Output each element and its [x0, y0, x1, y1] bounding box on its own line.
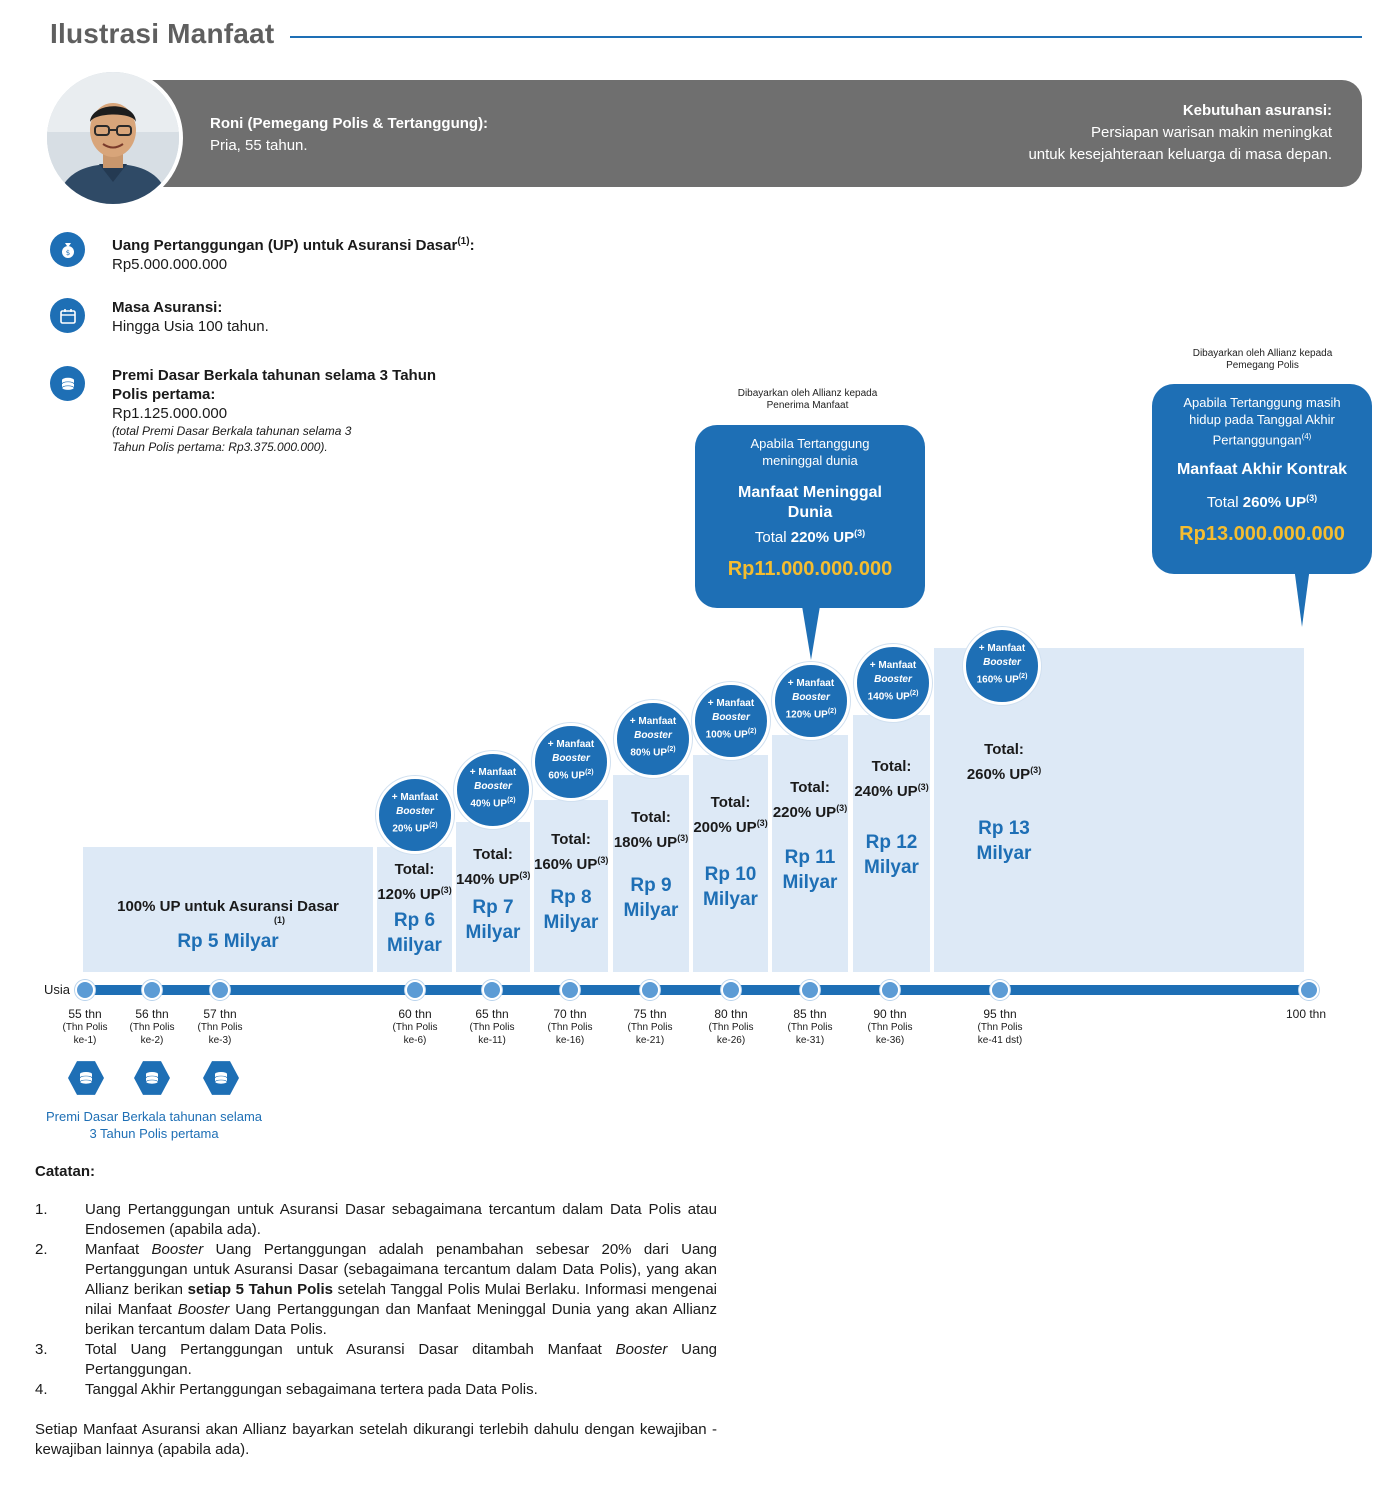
step-total-sup: (3)	[756, 818, 768, 828]
step-total-value: 200% UP	[693, 819, 757, 836]
booster-bubble	[963, 627, 1041, 705]
maturity-total-sup: (3)	[1306, 493, 1318, 504]
policy-year-label: (Thn Polis	[469, 1022, 515, 1033]
note-item	[35, 1380, 717, 1400]
step-total-label: Total:	[473, 846, 513, 863]
step-total	[613, 808, 689, 853]
step-amount-line-2: Milyar	[465, 922, 521, 943]
step-total-value: 260% UP	[966, 766, 1031, 783]
booster-bubble	[772, 662, 850, 740]
step-amount-line-2: Milyar	[623, 900, 679, 921]
note-text: setelah Tanggal Polis Mulai Berlaku. Informasi mengenai nilai Manfaat	[85, 1281, 718, 1318]
step-total-sup: (3)	[1030, 765, 1042, 775]
booster-bubble	[454, 751, 532, 829]
step-total-sup: (3)	[519, 870, 531, 880]
step-total-pct	[377, 880, 452, 905]
timeline-dot	[405, 980, 425, 1000]
maturity-condition-sup: (4)	[1301, 432, 1312, 441]
step-total-pct	[693, 813, 768, 838]
maturity-payee-line-1: Dibayarkan oleh Allianz kepada	[1192, 348, 1333, 359]
age-value: 90 thn	[873, 1007, 907, 1021]
step-total-label: Total:	[394, 861, 435, 878]
booster-label: + Manfaat	[707, 698, 755, 709]
policy-year-value: ke-16)	[555, 1035, 585, 1046]
booster-pct-value: 80% UP	[630, 747, 668, 759]
base-text-line: 100% UP untuk Asuransi Dasar	[117, 898, 339, 915]
death-condition-2: meninggal dunia	[762, 453, 858, 468]
age-label	[610, 1008, 690, 1047]
info-value-3: Rp1.125.000.000	[112, 405, 228, 422]
maturity-total-pct: 260% UP	[1242, 494, 1307, 512]
note-italic: Booster	[615, 1341, 668, 1358]
booster-bubble	[692, 682, 770, 760]
step-amount-line-2: Milyar	[703, 889, 758, 910]
death-total-pct: 220% UP	[790, 529, 855, 546]
timeline-dot	[210, 980, 230, 1000]
step-amount-line-2: Milyar	[782, 872, 838, 893]
need-line-2: untuk kesejahteraan keluarga di masa depan.	[1028, 146, 1332, 163]
booster-pct	[775, 705, 847, 722]
booster-bubble	[614, 700, 692, 778]
step-total-value: 240% UP	[854, 783, 918, 800]
step-total	[693, 793, 768, 838]
step-amount-line-1: Rp 8	[550, 887, 592, 908]
step-amount	[934, 816, 1074, 866]
maturity-total-prefix: Total	[1206, 494, 1243, 512]
policy-year-label: (Thn Polis	[867, 1022, 913, 1033]
timeline-dot	[560, 980, 580, 1000]
step-total-value: 140% UP	[456, 871, 520, 888]
policy-year-value: ke-21)	[635, 1035, 665, 1046]
step-amount	[693, 862, 768, 912]
timeline-dot	[482, 980, 502, 1000]
step-total-pct	[534, 850, 608, 875]
note-item	[35, 1200, 717, 1240]
premium-coin-icon	[203, 1060, 239, 1096]
policy-year-label: (Thn Polis	[547, 1022, 593, 1033]
premium-caption	[30, 1108, 278, 1142]
need-label: Kebutuhan asuransi:	[1182, 102, 1332, 119]
step-total-label: Total:	[631, 809, 671, 826]
step-amount	[534, 885, 608, 935]
maturity-payee-note	[1175, 348, 1350, 372]
maturity-benefit-callout	[1152, 384, 1372, 574]
info-label-2: Masa Asuransi:	[112, 299, 223, 316]
booster-pct-sup: (2)	[909, 690, 919, 697]
age-label	[691, 1008, 771, 1047]
step-amount	[377, 908, 452, 958]
age-value: 65 thn	[475, 1007, 509, 1021]
step-amount-line-1: Rp 13	[978, 818, 1030, 839]
timeline-dot	[880, 980, 900, 1000]
death-total-sup: (3)	[854, 528, 866, 538]
step-amount-line-2: Milyar	[387, 935, 442, 956]
maturity-condition-1: Apabila Tertanggung masih	[1183, 395, 1341, 410]
svg-text:$: $	[65, 248, 70, 257]
death-total-prefix: Total	[754, 529, 791, 546]
note-text: Tanggal Akhir Pertanggungan sebagaimana tertera pada Data Polis.	[85, 1381, 538, 1398]
step-total-pct	[934, 760, 1074, 785]
age-value: 100 thn	[1285, 1007, 1327, 1021]
age-value: 75 thn	[633, 1007, 667, 1021]
booster-label: + Manfaat	[978, 643, 1026, 654]
need-line-1: Persiapan warisan makin meningkat	[1091, 124, 1332, 141]
death-payee-note	[720, 388, 895, 412]
death-benefit-callout	[695, 425, 925, 608]
note-item	[35, 1240, 717, 1340]
death-heading-1: Manfaat Meninggal	[737, 484, 882, 501]
step-total-pct	[772, 798, 848, 823]
age-label	[850, 1008, 930, 1047]
death-payee-line-1: Dibayarkan oleh Allianz kepada	[737, 388, 878, 399]
holder-name: Roni (Pemegang Polis & Tertanggung):	[210, 115, 489, 132]
step-total-label: Total:	[790, 779, 830, 796]
base-block	[83, 847, 373, 972]
timeline-dot	[75, 980, 95, 1000]
timeline-dot	[142, 980, 162, 1000]
booster-word: Booster	[634, 730, 672, 741]
base-amount: Rp 5 Milyar	[177, 931, 279, 952]
booster-label: + Manfaat	[391, 792, 439, 803]
age-value: 95 thn	[983, 1007, 1017, 1021]
booster-label: + Manfaat	[547, 739, 595, 750]
base-text-sup: (1)	[274, 915, 285, 925]
age-value: 55 thn	[68, 1007, 102, 1021]
info-value-2: Hingga Usia 100 tahun.	[112, 318, 269, 335]
booster-pct-value: 160% UP	[976, 674, 1019, 686]
policy-year-value: ke-31)	[795, 1035, 825, 1046]
step-amount-line-1: Rp 9	[630, 875, 672, 896]
timeline-dot	[1299, 980, 1319, 1000]
note-italic: Booster	[177, 1301, 230, 1318]
death-heading-2: Dunia	[787, 504, 833, 521]
age-label	[180, 1008, 260, 1047]
note-text: Total Uang Pertanggungan untuk Asuransi Dasar ditambah Manfaat	[85, 1341, 616, 1358]
timeline-label: Usia	[44, 982, 71, 997]
maturity-condition-3	[1152, 428, 1372, 448]
step-amount-line-2: Milyar	[864, 857, 919, 878]
step-amount-line-1: Rp 11	[784, 847, 836, 868]
step-total-sup: (3)	[917, 782, 929, 792]
info-suffix-1: :	[469, 237, 475, 254]
holder-detail: Pria, 55 tahun.	[210, 137, 308, 154]
note-text: Uang Pertanggungan adalah penambahan sebesar 20% dari Uang Pertanggungan untuk Asuransi Dasar (sebagaimana tercantum dalam Data Polis), yang akan Allianz berikan	[85, 1241, 717, 1298]
timeline-dot	[990, 980, 1010, 1000]
policy-year-label: (Thn Polis	[787, 1022, 833, 1033]
info-label-3: Premi Dasar Berkala tahunan selama 3 Tahun Polis pertama:	[112, 367, 437, 403]
base-text	[83, 897, 373, 916]
money-bag-icon	[50, 232, 85, 267]
step-amount	[772, 845, 848, 895]
timeline-dot	[640, 980, 660, 1000]
step-total-pct	[456, 865, 530, 890]
policy-year-value: ke-26)	[716, 1035, 746, 1046]
note-text: Uang Pertanggungan.	[85, 1341, 717, 1378]
booster-pct-value: 140% UP	[867, 691, 910, 703]
maturity-condition-2: hidup pada Tanggal Akhir	[1189, 412, 1335, 427]
step-total-sup: (3)	[677, 833, 689, 843]
booster-label: + Manfaat	[629, 716, 677, 727]
age-label	[1266, 1008, 1346, 1021]
title-divider	[290, 36, 1362, 38]
age-value: 70 thn	[553, 1007, 587, 1021]
step-total-label: Total:	[984, 741, 1024, 758]
info-note-3: (total Premi Dasar Berkala tahunan selama 3 Tahun Polis pertama: Rp3.375.000.000).	[112, 424, 352, 454]
step-total	[934, 740, 1074, 785]
policy-year-label: (Thn Polis	[977, 1022, 1023, 1033]
policy-year-label: (Thn Polis	[129, 1022, 175, 1033]
age-label	[960, 1008, 1040, 1047]
booster-pct-value: 20% UP	[392, 823, 430, 835]
note-number: 1.	[35, 1201, 48, 1218]
portrait-image	[47, 72, 179, 204]
booster-label: + Manfaat	[869, 660, 917, 671]
booster-bubble	[532, 723, 610, 801]
booster-word: Booster	[983, 657, 1021, 668]
step-amount-line-1: Rp 7	[472, 897, 514, 918]
booster-pct	[695, 725, 767, 742]
step-total-value: 160% UP	[534, 856, 598, 873]
death-total	[695, 523, 925, 548]
step-total-value: 180% UP	[613, 834, 678, 851]
step-total-label: Total:	[710, 794, 751, 811]
booster-pct	[966, 670, 1038, 687]
death-amount: Rp11.000.000.000	[727, 558, 893, 580]
booster-word: Booster	[792, 692, 830, 703]
death-callout-pointer	[800, 606, 822, 660]
step-total	[534, 830, 608, 875]
policy-year-label: (Thn Polis	[627, 1022, 673, 1033]
age-value: 80 thn	[714, 1007, 748, 1021]
policy-year-label: (Thn Polis	[62, 1022, 108, 1033]
insurance-need	[1028, 100, 1332, 166]
booster-pct	[535, 766, 607, 783]
timeline-dot	[800, 980, 820, 1000]
step-amount	[456, 895, 530, 945]
policy-year-value: ke-3)	[208, 1035, 232, 1046]
death-payee-line-2: Penerima Manfaat	[766, 400, 849, 411]
maturity-heading: Manfaat Akhir Kontrak	[1176, 461, 1348, 479]
policy-year-value: ke-11)	[478, 1035, 506, 1046]
death-condition-1: Apabila Tertanggung	[750, 436, 870, 451]
age-label	[530, 1008, 610, 1047]
premium-caption-line-1: Premi Dasar Berkala tahunan selama	[45, 1109, 263, 1124]
note-number: 3.	[35, 1341, 48, 1358]
step-total-sup: (3)	[440, 885, 452, 895]
booster-word: Booster	[396, 806, 434, 817]
step-total-sup: (3)	[836, 803, 848, 813]
booster-bubble	[854, 644, 932, 722]
policy-year-label: (Thn Polis	[708, 1022, 754, 1033]
booster-pct-sup: (2)	[827, 708, 837, 715]
note-text: Uang Pertanggungan untuk Asuransi Dasar sebagaimana tercantum dalam Data Polis atau Endosemen (apabila ada).	[85, 1201, 717, 1238]
policy-year-value: ke-36)	[875, 1035, 905, 1046]
profile-bar	[120, 80, 1362, 187]
policy-year-value: ke-2)	[140, 1035, 164, 1046]
step-total	[377, 860, 452, 905]
step-total-value: 120% UP	[377, 886, 441, 903]
premium-caption-line-2: 3 Tahun Polis pertama	[89, 1126, 219, 1141]
maturity-condition-3-text: Pertanggungan	[1212, 432, 1302, 448]
age-value: 57 thn	[203, 1007, 237, 1021]
note-bold: setiap 5 Tahun Polis	[187, 1281, 333, 1298]
step-total-sup: (3)	[597, 855, 609, 865]
age-value: 56 thn	[135, 1007, 169, 1021]
booster-pct	[379, 819, 451, 836]
booster-pct-sup: (2)	[429, 822, 438, 829]
info-value-1: Rp5.000.000.000	[112, 256, 228, 273]
age-value: 85 thn	[793, 1007, 827, 1021]
policy-year-value: ke-6)	[403, 1035, 427, 1046]
booster-pct-value: 40% UP	[470, 798, 508, 810]
booster-pct-sup: (2)	[1018, 673, 1028, 680]
notes-title: Catatan:	[35, 1163, 96, 1180]
info-label-1: Uang Pertanggungan (UP) untuk Asuransi Dasar	[112, 237, 458, 254]
booster-word: Booster	[712, 712, 750, 723]
note-text: Manfaat	[85, 1241, 152, 1258]
step-amount	[853, 830, 930, 880]
step-amount-line-2: Milyar	[543, 912, 599, 933]
info-sup-1: (1)	[457, 236, 470, 247]
premium-coin-icon	[134, 1060, 170, 1096]
timeline-bar	[85, 985, 1310, 995]
policy-year-value: ke-1)	[73, 1035, 97, 1046]
premium-coin-icon	[68, 1060, 104, 1096]
booster-pct-sup: (2)	[747, 728, 757, 735]
booster-pct	[857, 687, 929, 704]
step-amount-line-2: Milyar	[976, 843, 1032, 864]
timeline-dot	[721, 980, 741, 1000]
age-value: 60 thn	[398, 1007, 432, 1021]
coins-icon	[50, 366, 85, 401]
booster-label: + Manfaat	[787, 678, 835, 689]
booster-pct	[617, 743, 689, 760]
booster-pct-value: 100% UP	[705, 729, 748, 741]
maturity-total	[1152, 488, 1372, 513]
note-number: 2.	[35, 1241, 48, 1258]
profile-holder	[210, 113, 488, 157]
note-text: Uang Pertanggungan dan Manfaat Meninggal Dunia yang akan Allianz berikan tercantum dalam Data Polis.	[85, 1301, 717, 1338]
notes-list	[35, 1200, 717, 1400]
step-total-pct	[853, 777, 930, 802]
booster-pct-sup: (2)	[507, 797, 516, 804]
step-total	[772, 778, 848, 823]
maturity-callout-pointer	[1292, 567, 1312, 627]
policy-year-value: ke-41 dst)	[977, 1035, 1023, 1046]
step-amount-line-1: Rp 10	[704, 864, 757, 885]
booster-pct-value: 120% UP	[785, 709, 828, 721]
policy-year-label: (Thn Polis	[197, 1022, 243, 1033]
booster-pct-sup: (2)	[585, 769, 594, 776]
note-number: 4.	[35, 1381, 48, 1398]
step-total	[456, 845, 530, 890]
age-label	[375, 1008, 455, 1047]
step-amount-line-1: Rp 6	[393, 910, 436, 931]
booster-word: Booster	[874, 674, 912, 685]
booster-word: Booster	[552, 753, 590, 764]
step-total-label: Total:	[871, 758, 912, 775]
calendar-icon	[50, 298, 85, 333]
booster-pct-value: 60% UP	[548, 770, 586, 782]
footer-note: Setiap Manfaat Asuransi akan Allianz bayarkan setelah dikurangi terlebih dahulu dengan kewajiban - kewajiban lainnya (apabila ada).	[35, 1421, 717, 1458]
age-label	[770, 1008, 850, 1047]
maturity-amount: Rp13.000.000.000	[1179, 523, 1345, 546]
booster-label: + Manfaat	[469, 767, 517, 778]
booster-word: Booster	[474, 781, 512, 792]
maturity-payee-line-2: Pemegang Polis	[1226, 360, 1299, 371]
booster-pct-sup: (2)	[667, 746, 676, 753]
note-italic: Booster	[151, 1241, 204, 1258]
step-total-label: Total:	[551, 831, 591, 848]
policy-year-label: (Thn Polis	[392, 1022, 438, 1033]
age-label	[452, 1008, 532, 1047]
step-amount-line-1: Rp 12	[865, 832, 918, 853]
step-total-pct	[613, 828, 689, 853]
step-total	[853, 757, 930, 802]
step-amount	[613, 873, 689, 923]
step-total-value: 220% UP	[772, 804, 837, 821]
note-item	[35, 1340, 717, 1380]
booster-bubble	[376, 776, 454, 854]
avatar	[43, 68, 183, 208]
page-title: Ilustrasi Manfaat	[50, 18, 275, 49]
booster-pct	[457, 794, 529, 811]
